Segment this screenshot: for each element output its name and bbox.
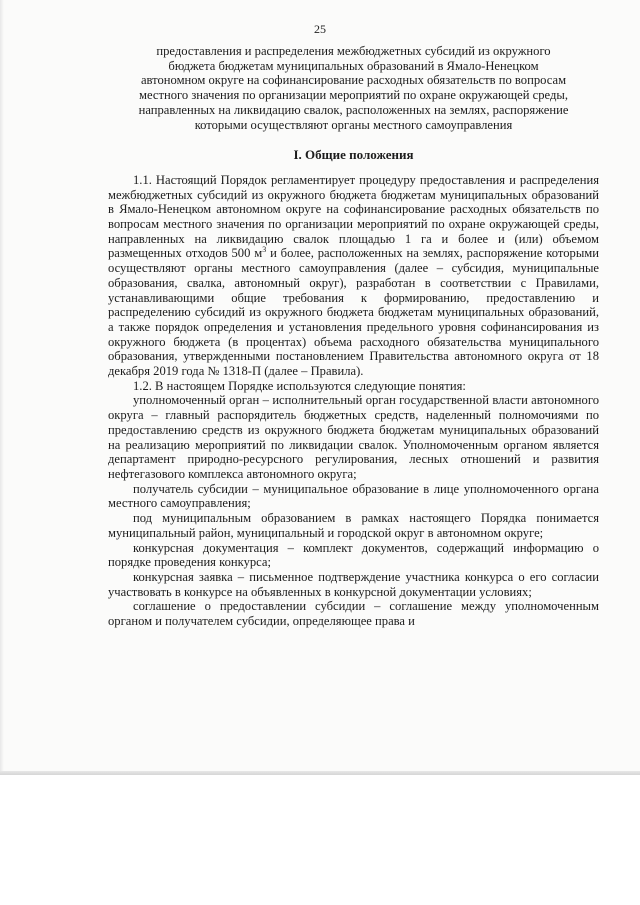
paragraph-text: 1.1. Настоящий Порядок регламентирует процедуру предоставления и распределения межбюджетных субсидий из окружного бюджета бюджетам муниципальных образований в Ямало-Ненецком автономном округе на софинансирование расходных обязательств по вопросам местного значения по организации мероприятий по охране окружающей среды, направленных на ликвидацию свалок площадью 1 га и более и (или) объемом размещенных отходов 500 м [108, 172, 599, 261]
definition-paragraph: получатель субсидии – муниципальное образование в лице уполномоченного органа местного самоуправления; [108, 481, 599, 511]
definition-paragraph: под муниципальным образованием в рамках настоящего Порядка понимается муниципальный район, муниципальный и городской округ в автономном округе; [108, 511, 599, 540]
title-line: автономном округе на софинансирование расходных обязательств по вопросам [140, 73, 567, 88]
definition-paragraph: конкурсная документация – комплект документов, содержащий информацию о порядке проведения конкурса; [108, 540, 599, 570]
title-line: бюджета бюджетам муниципальных образований в Ямало-Ненецком [168, 58, 539, 73]
definition-paragraph: конкурсная заявка – письменное подтверждение участника конкурса о его согласии участвовать в конкурсе на объявленных в конкурсной документации условиях; [108, 569, 599, 599]
scan-shadow [0, 0, 4, 773]
scan-edge [0, 771, 640, 775]
document-title [108, 44, 599, 132]
title-line: местного значения по организации мероприятий по охране окружающей среды, [139, 88, 568, 103]
document-body [108, 44, 599, 629]
section-heading: I. Общие положения [293, 147, 414, 163]
title-line: направленных на ликвидацию свалок, расположенных на землях, распоряжение [138, 102, 569, 117]
title-line: которыми осуществляют органы местного самоуправления [194, 117, 513, 132]
paragraph-1-1 [108, 173, 599, 379]
superscript: 3 [262, 245, 267, 255]
page-number: 25 [314, 22, 326, 36]
title-line: предоставления и распределения межбюджетных субсидий из окружного [156, 44, 551, 58]
definition-paragraph: соглашение о предоставлении субсидии – соглашение между уполномоченным органом и получателем субсидии, определяющее права и [108, 599, 599, 629]
paragraph-text: и более, расположенных на землях, распоряжение которыми осуществляют органы местного самоуправления (далее – субсидия, муниципальные образования, свалка, автономный округ), разработан в соответствии с Правилами, устанавливающими общие требования к формированию, предоставлению и распределению субсидий из окружного бюджета бюджетам муниципальных образований, а также порядок определения и установления предельного уровня софинансирования из окружного бюджета (в процентах) объема расходного обязательства муниципального образования, утвержденными постановлением Правительства автономного округа от 18 декабря 2019 года № 1318-П (далее – Правила). [108, 246, 599, 379]
paragraph-1-2: 1.2. В настоящем Порядке используются следующие понятия: [133, 378, 466, 393]
definition-paragraph: уполномоченный орган – исполнительный орган государственной власти автономного округа – главный распорядитель бюджетных средств, наделенный полномочиями по предоставлению средств из окружного бюджета бюджетам муниципальных образований на реализацию мероприятий по ликвидации свалок. Уполномоченным органом является департамент природно-ресурсного регулирования, лесных отношений и развития нефтегазового комплекса автономного округа; [108, 393, 599, 481]
